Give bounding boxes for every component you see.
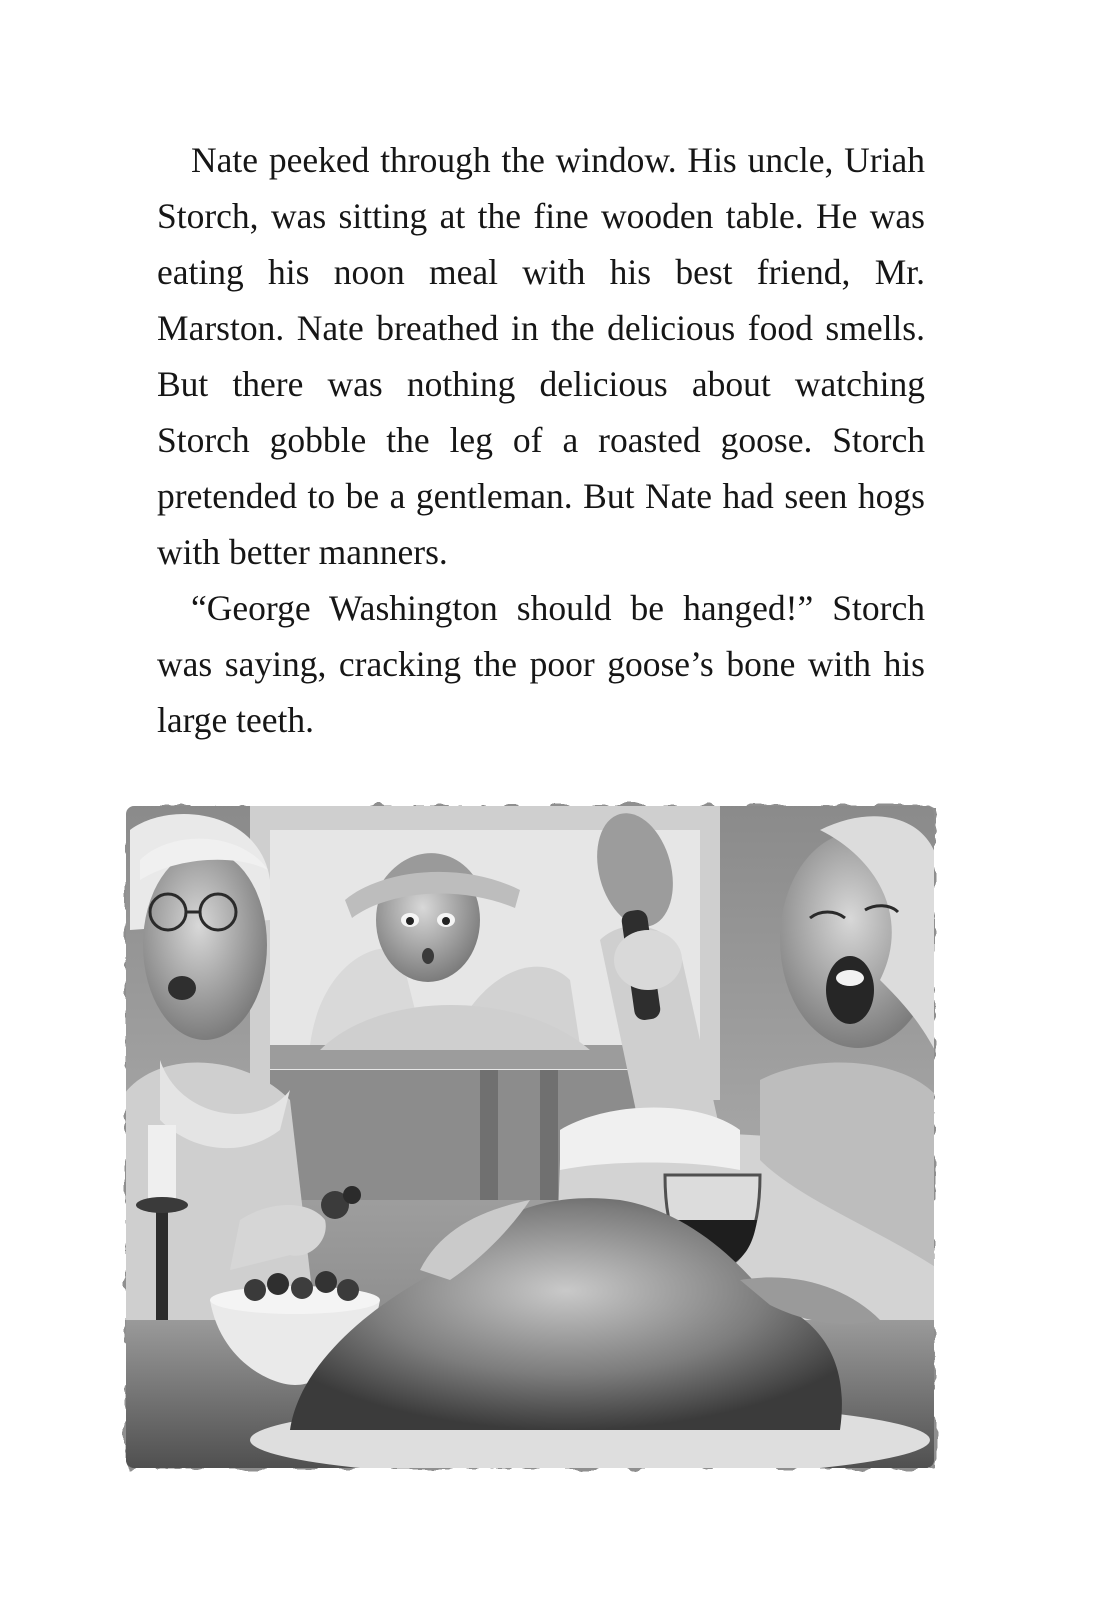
paragraph-2: “George Washington should be hanged!” Storch was saying, cracking the poor goose’s bone with his large teeth. bbox=[157, 588, 925, 740]
illustration-artwork bbox=[120, 800, 940, 1480]
dinner-illustration bbox=[120, 800, 940, 1480]
painting-scene bbox=[120, 800, 940, 1480]
story-text bbox=[157, 132, 925, 748]
paragraph-1: Nate peeked through the window. His uncle, Uriah Storch, was sitting at the fine wooden table. He was eating his noon meal with his best friend, Mr. Marston. Nate breathed in the delicious food smells. But there was nothing delicious about watching Storch gobble the leg of a roasted goose. Storch pretended to be a gentleman. But Nate had seen hogs with better manners. bbox=[157, 140, 925, 572]
